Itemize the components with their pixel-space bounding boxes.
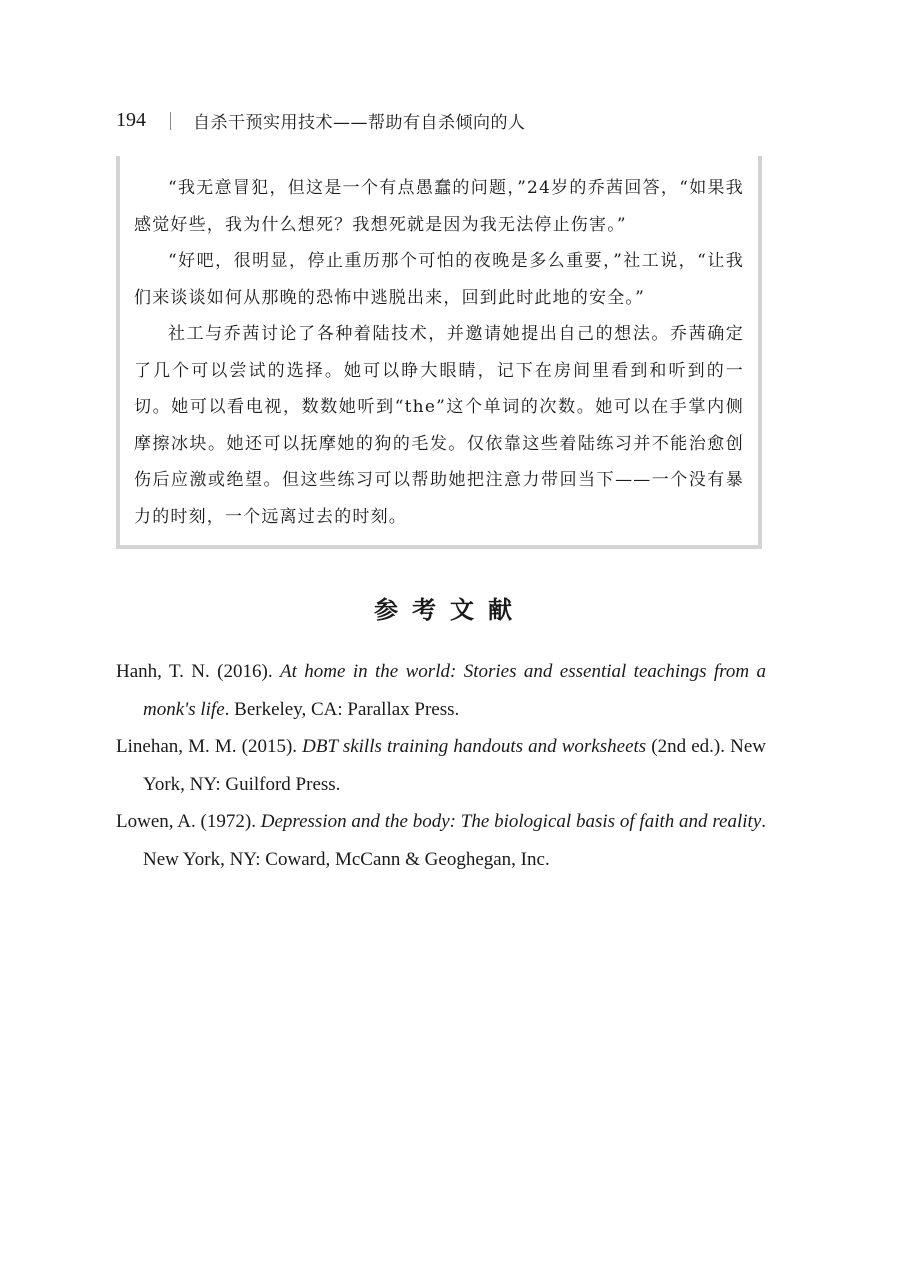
case-example-box: [116, 156, 762, 549]
reference-title: DBT skills training handouts and worksheets: [302, 736, 647, 757]
reference-publisher: (2nd ed.). New York, NY: Guilford Press.: [143, 736, 766, 795]
running-header: [116, 108, 526, 133]
reference-list: [116, 653, 766, 878]
box-paragraph: “好吧，很明显，停止重历那个可怕的夜晚是多么重要，”社工说，“让我们来谈谈如何从那晚的恐怖中逃脱出来，回到此时此地的安全。”: [134, 251, 744, 308]
references-heading: 参考文献: [374, 596, 526, 624]
page-number: 194: [116, 109, 146, 131]
reference-title: Depression and the body: The biological basis of faith and reality: [260, 811, 762, 832]
box-paragraph: “我无意冒犯，但这是一个有点愚蠢的问题，”24岁的乔茜回答，“如果我感觉好些，我为什么想死？我想死就是因为我无法停止伤害。”: [134, 178, 744, 235]
reference-item: [116, 728, 766, 803]
reference-item: [116, 653, 766, 728]
book-title: 自杀干预实用技术——帮助有自杀倾向的人: [193, 113, 526, 133]
header-divider: [170, 112, 171, 130]
reference-item: [116, 803, 766, 878]
reference-author-year: Lowen, A. (1972).: [116, 811, 261, 832]
reference-author-year: Hanh, T. N. (2016).: [116, 661, 280, 682]
box-paragraph: 社工与乔茜讨论了各种着陆技术，并邀请她提出自己的想法。乔茜确定了几个可以尝试的选择。她可以睁大眼睛，记下在房间里看到和听到的一切。她可以看电视，数数她听到“the”这个单词的次数。她可以在手掌内侧摩擦冰块。她还可以抚摩她的狗的毛发。仅依靠这些着陆练习并不能治愈创伤后应激或绝望。但这些练习可以帮助她把注意力带回当下——一个没有暴力的时刻，一个远离过去的时刻。: [134, 324, 744, 527]
reference-publisher: . Berkeley, CA: Parallax Press.: [224, 698, 460, 720]
reference-author-year: Linehan, M. M. (2015).: [116, 736, 303, 757]
reference-publisher: . New York, NY: Coward, McCann & Geoghegan, Inc.: [143, 811, 767, 870]
reference-title: At home in the world: Stories and essential teachings from a monk's life: [143, 661, 766, 720]
